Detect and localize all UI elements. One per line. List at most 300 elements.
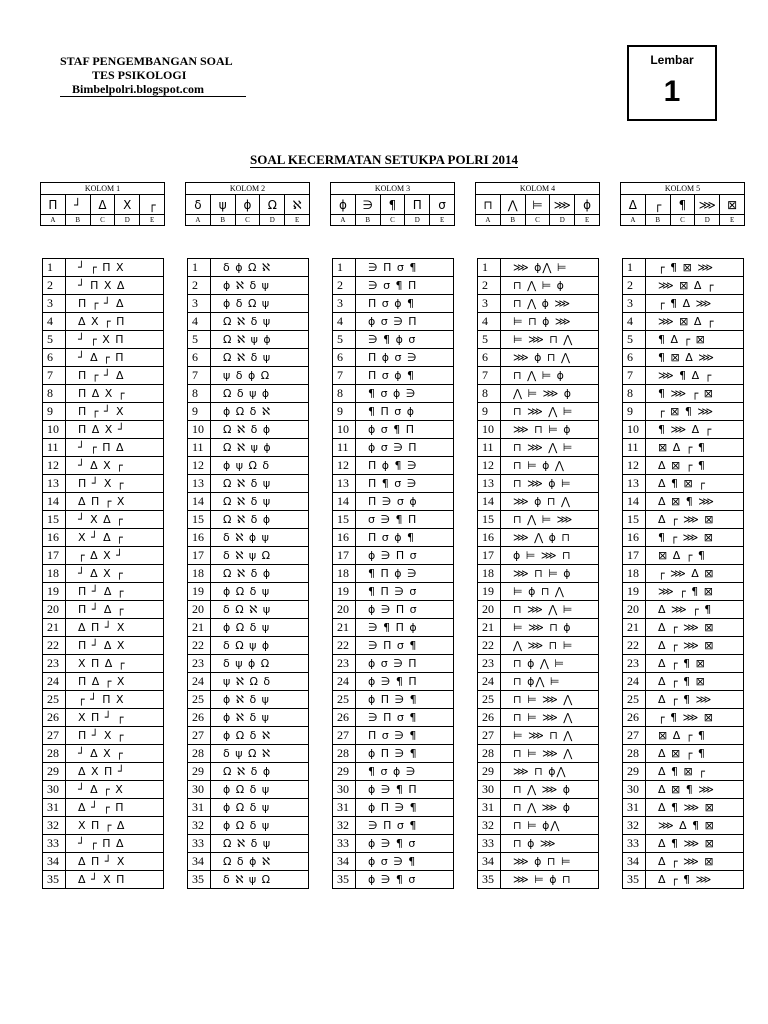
question-row <box>43 619 164 637</box>
question-number: 6 <box>333 349 356 367</box>
question-number: 17 <box>188 547 211 565</box>
key-letter: B <box>210 215 235 226</box>
key-letter: C <box>90 215 115 226</box>
question-number: 33 <box>478 835 501 853</box>
question-number: 34 <box>623 853 646 871</box>
sheet-label: Lembar <box>650 53 694 67</box>
question-row <box>478 259 599 277</box>
question-number: 23 <box>623 655 646 673</box>
key-letter: C <box>670 215 695 226</box>
question-row <box>333 727 454 745</box>
question-number: 12 <box>623 457 646 475</box>
question-number: 34 <box>478 853 501 871</box>
question-number: 27 <box>188 727 211 745</box>
question-symbols: ϕ ∋ ¶ σ <box>356 871 454 889</box>
question-number: 25 <box>478 691 501 709</box>
question-symbols: Ω δ ψ ϕ <box>211 385 309 403</box>
question-number: 5 <box>188 331 211 349</box>
question-number: 25 <box>43 691 66 709</box>
question-row <box>333 565 454 583</box>
question-symbols: ┘ Δ X ┌ <box>66 565 164 583</box>
question-symbols: ⊓ ⊨ ⋙ ⋀ <box>501 709 599 727</box>
question-row <box>478 619 599 637</box>
question-row <box>623 673 744 691</box>
header-line-2: TES PSIKOLOGI <box>92 68 187 82</box>
question-number: 13 <box>478 475 501 493</box>
header-line-1: STAF PENGEMBANGAN SOAL <box>60 54 233 68</box>
question-row <box>478 331 599 349</box>
question-number: 17 <box>478 547 501 565</box>
question-symbols: Δ Π ┘ X <box>66 619 164 637</box>
question-symbols: ψ δ ϕ Ω <box>211 367 309 385</box>
question-symbols: Π ϕ σ ∋ <box>356 349 454 367</box>
question-number: 4 <box>43 313 66 331</box>
question-row <box>43 763 164 781</box>
question-number: 30 <box>623 781 646 799</box>
question-symbols: ⋙ ⊓ ⊨ ϕ <box>501 565 599 583</box>
question-number: 15 <box>623 511 646 529</box>
question-symbols: Δ ┘ ┌ Π <box>66 799 164 817</box>
question-number: 3 <box>333 295 356 313</box>
question-symbols: ϕ ⊨ ⋙ ⊓ <box>501 547 599 565</box>
question-symbols: ⊓ ⋙ ⋀ ⊨ <box>501 403 599 421</box>
question-symbols: ¶ ⊠ Δ ⋙ <box>646 349 744 367</box>
question-number: 18 <box>188 565 211 583</box>
question-number: 31 <box>43 799 66 817</box>
question-number: 19 <box>478 583 501 601</box>
question-row <box>188 295 309 313</box>
question-row <box>623 799 744 817</box>
question-symbols: Δ ┌ ¶ ⋙ <box>646 691 744 709</box>
question-symbols: Δ ┌ ⋙ ⊠ <box>646 619 744 637</box>
question-table-2 <box>187 258 309 889</box>
question-symbols: Π ┌ ┘ Δ <box>66 367 164 385</box>
key-letter: C <box>380 215 405 226</box>
key-symbol: ⋙ <box>695 195 720 215</box>
question-number: 29 <box>333 763 356 781</box>
question-number: 4 <box>333 313 356 331</box>
question-row <box>623 493 744 511</box>
question-symbols: Δ ┌ ⋙ ⊠ <box>646 853 744 871</box>
question-row <box>333 673 454 691</box>
question-symbols: Ω ℵ ψ ϕ <box>211 439 309 457</box>
question-number: 13 <box>43 475 66 493</box>
question-number: 14 <box>623 493 646 511</box>
question-symbols: ⋙ ⊠ Δ ┌ <box>646 313 744 331</box>
question-row <box>623 871 744 889</box>
question-row <box>478 781 599 799</box>
question-number: 18 <box>478 565 501 583</box>
question-symbols: ¶ Π ϕ ∋ <box>356 565 454 583</box>
question-symbols: ϕ Ω δ ψ <box>211 619 309 637</box>
question-row <box>43 349 164 367</box>
question-symbols: Π Δ X ┌ <box>66 385 164 403</box>
question-number: 26 <box>623 709 646 727</box>
question-row <box>478 529 599 547</box>
question-symbols: δ ϕ Ω ℵ <box>211 259 309 277</box>
question-row <box>333 421 454 439</box>
question-symbols: ∋ Π σ ¶ <box>356 637 454 655</box>
question-row <box>188 529 309 547</box>
question-row <box>623 349 744 367</box>
question-row <box>623 745 744 763</box>
question-number: 15 <box>333 511 356 529</box>
question-row <box>333 781 454 799</box>
question-row <box>623 601 744 619</box>
question-row <box>333 367 454 385</box>
question-table-1 <box>42 258 164 889</box>
question-number: 26 <box>43 709 66 727</box>
key-symbol: ϕ <box>331 195 356 215</box>
question-row <box>188 457 309 475</box>
question-row <box>623 367 744 385</box>
question-row <box>188 619 309 637</box>
key-letter: B <box>65 215 90 226</box>
question-number: 22 <box>43 637 66 655</box>
key-table-1 <box>40 182 165 226</box>
question-number: 4 <box>478 313 501 331</box>
question-row <box>188 475 309 493</box>
question-symbols: ⋙ ⊨ ϕ ⊓ <box>501 871 599 889</box>
question-number: 27 <box>43 727 66 745</box>
question-symbols: ┌ ¶ ⊠ ⋙ <box>646 259 744 277</box>
question-row <box>623 655 744 673</box>
question-row <box>478 493 599 511</box>
question-row <box>478 853 599 871</box>
question-number: 6 <box>43 349 66 367</box>
question-row <box>478 349 599 367</box>
question-number: 21 <box>43 619 66 637</box>
question-row <box>478 403 599 421</box>
key-letter: B <box>500 215 525 226</box>
question-row <box>623 421 744 439</box>
question-row <box>188 313 309 331</box>
question-symbols: ϕ Ω δ ψ <box>211 583 309 601</box>
question-row <box>333 529 454 547</box>
question-symbols: ┘ ┌ X Π <box>66 331 164 349</box>
key-symbol: σ <box>430 195 455 215</box>
question-row <box>188 439 309 457</box>
question-symbols: ⋙ ⊠ Δ ┌ <box>646 277 744 295</box>
question-row <box>188 637 309 655</box>
question-symbols: ⋙ ϕ ⊓ ⊨ <box>501 853 599 871</box>
question-number: 29 <box>478 763 501 781</box>
question-symbols: Π ¶ σ ∋ <box>356 475 454 493</box>
question-number: 2 <box>333 277 356 295</box>
question-row <box>43 835 164 853</box>
question-row <box>188 547 309 565</box>
question-number: 16 <box>188 529 211 547</box>
question-row <box>333 655 454 673</box>
question-number: 8 <box>188 385 211 403</box>
question-row <box>623 295 744 313</box>
question-row <box>478 871 599 889</box>
question-number: 25 <box>623 691 646 709</box>
key-symbol: ∋ <box>355 195 380 215</box>
question-number: 3 <box>623 295 646 313</box>
key-symbol: ⊓ <box>476 195 501 215</box>
key-letter: E <box>285 215 310 226</box>
question-number: 24 <box>188 673 211 691</box>
question-row <box>43 565 164 583</box>
question-symbols: ┘ ┌ Π Δ <box>66 835 164 853</box>
question-number: 15 <box>188 511 211 529</box>
question-row <box>623 781 744 799</box>
question-symbols: ϕ Ω δ ℵ <box>211 403 309 421</box>
question-symbols: ϕ σ ¶ Π <box>356 421 454 439</box>
question-number: 5 <box>478 331 501 349</box>
question-row <box>43 475 164 493</box>
question-symbols: Ω ℵ δ ψ <box>211 475 309 493</box>
question-number: 19 <box>43 583 66 601</box>
question-symbols: δ Ω ψ ϕ <box>211 637 309 655</box>
question-row <box>333 691 454 709</box>
question-number: 12 <box>333 457 356 475</box>
question-symbols: ⊨ ⋙ ⊓ ⋀ <box>501 727 599 745</box>
question-number: 24 <box>478 673 501 691</box>
question-row <box>188 403 309 421</box>
key-symbol: Π <box>41 195 66 215</box>
key-header: KOLOM 1 <box>41 183 165 195</box>
question-number: 5 <box>623 331 646 349</box>
question-row <box>333 295 454 313</box>
question-row <box>478 709 599 727</box>
question-symbols: Δ ┘ X Π <box>66 871 164 889</box>
question-row <box>43 403 164 421</box>
key-letter: C <box>525 215 550 226</box>
question-symbols: ⊓ ⋀ ⋙ ϕ <box>501 799 599 817</box>
question-row <box>623 277 744 295</box>
question-row <box>333 547 454 565</box>
question-row <box>623 691 744 709</box>
question-number: 30 <box>188 781 211 799</box>
question-row <box>623 817 744 835</box>
question-number: 15 <box>43 511 66 529</box>
question-symbols: Ω ℵ δ ϕ <box>211 565 309 583</box>
question-symbols: ¶ Π σ ϕ <box>356 403 454 421</box>
question-table-5 <box>622 258 744 889</box>
question-row <box>43 511 164 529</box>
question-row <box>333 313 454 331</box>
key-letter: E <box>430 215 455 226</box>
question-row <box>623 853 744 871</box>
question-row <box>333 331 454 349</box>
question-row <box>478 601 599 619</box>
question-row <box>333 817 454 835</box>
question-number: 30 <box>43 781 66 799</box>
question-row <box>623 565 744 583</box>
question-number: 31 <box>333 799 356 817</box>
question-symbols: ⊓ ⋀ ⊨ ϕ <box>501 367 599 385</box>
question-symbols: Δ Π ┘ X <box>66 853 164 871</box>
question-symbols: ┘ Π X Δ <box>66 277 164 295</box>
question-symbols: ┌ ┘ Π X <box>66 691 164 709</box>
question-symbols: Π σ ϕ ¶ <box>356 367 454 385</box>
question-row <box>188 493 309 511</box>
question-symbols: ┌ ¶ Δ ⋙ <box>646 295 744 313</box>
question-number: 10 <box>188 421 211 439</box>
question-row <box>43 727 164 745</box>
question-number: 21 <box>478 619 501 637</box>
question-number: 12 <box>188 457 211 475</box>
question-number: 35 <box>188 871 211 889</box>
question-symbols: ⊓ ⋀ ⊨ ϕ <box>501 277 599 295</box>
question-symbols: ⊓ ⋀ ϕ ⋙ <box>501 295 599 313</box>
question-number: 19 <box>333 583 356 601</box>
question-symbols: Π ┘ Δ ┌ <box>66 601 164 619</box>
question-symbols: Π Δ X ┘ <box>66 421 164 439</box>
question-row <box>333 583 454 601</box>
key-header: KOLOM 3 <box>331 183 455 195</box>
question-number: 20 <box>478 601 501 619</box>
question-row <box>478 673 599 691</box>
question-symbols: Π ┌ ┘ Δ <box>66 295 164 313</box>
question-number: 32 <box>188 817 211 835</box>
question-number: 28 <box>43 745 66 763</box>
question-number: 23 <box>333 655 356 673</box>
question-symbols: Δ ⋙ ┌ ¶ <box>646 601 744 619</box>
question-number: 28 <box>188 745 211 763</box>
question-row <box>43 367 164 385</box>
question-symbols: ¶ Π ∋ σ <box>356 583 454 601</box>
key-table-5 <box>620 182 745 226</box>
question-number: 3 <box>478 295 501 313</box>
question-row <box>188 277 309 295</box>
question-row <box>188 817 309 835</box>
question-number: 3 <box>188 295 211 313</box>
question-symbols: Π ┘ Δ ┌ <box>66 583 164 601</box>
question-number: 34 <box>43 853 66 871</box>
question-row <box>478 367 599 385</box>
question-number: 28 <box>623 745 646 763</box>
sheet-number-box <box>627 45 717 121</box>
question-number: 11 <box>188 439 211 457</box>
key-symbol: ⋀ <box>500 195 525 215</box>
question-symbols: ⋙ ϕ ⊓ ⋀ <box>501 493 599 511</box>
question-symbols: ⊓ ϕ⋀ ⊨ <box>501 673 599 691</box>
question-table-4 <box>477 258 599 889</box>
question-number: 2 <box>478 277 501 295</box>
question-row <box>43 547 164 565</box>
question-number: 34 <box>188 853 211 871</box>
question-row <box>333 763 454 781</box>
question-symbols: ┘ Δ ┌ Π <box>66 349 164 367</box>
question-number: 32 <box>333 817 356 835</box>
question-symbols: Π Δ ┌ X <box>66 673 164 691</box>
question-row <box>623 835 744 853</box>
question-number: 14 <box>333 493 356 511</box>
question-number: 1 <box>623 259 646 277</box>
question-row <box>43 871 164 889</box>
question-row <box>188 727 309 745</box>
question-number: 32 <box>43 817 66 835</box>
question-number: 13 <box>188 475 211 493</box>
question-number: 10 <box>333 421 356 439</box>
question-symbols: ⊠ Δ ┌ ¶ <box>646 727 744 745</box>
key-letter: A <box>186 215 211 226</box>
question-row <box>333 511 454 529</box>
key-letter: E <box>720 215 745 226</box>
question-row <box>623 727 744 745</box>
key-symbol: ¶ <box>670 195 695 215</box>
key-letter: A <box>621 215 646 226</box>
question-number: 4 <box>623 313 646 331</box>
key-symbol: ┘ <box>65 195 90 215</box>
question-number: 21 <box>333 619 356 637</box>
question-symbols: ∋ Π σ ¶ <box>356 259 454 277</box>
question-row <box>188 601 309 619</box>
question-number: 19 <box>188 583 211 601</box>
question-row <box>478 421 599 439</box>
question-symbols: ┘ ┌ Π Δ <box>66 439 164 457</box>
key-letter: D <box>115 215 140 226</box>
key-letter: D <box>260 215 285 226</box>
question-row <box>188 799 309 817</box>
question-row <box>43 277 164 295</box>
header-line-3-wrap <box>60 82 246 96</box>
question-number: 16 <box>623 529 646 547</box>
question-symbols: ϕ ∋ ¶ σ <box>356 835 454 853</box>
question-number: 7 <box>623 367 646 385</box>
question-row <box>43 853 164 871</box>
question-symbols: ┘ Δ X ┌ <box>66 457 164 475</box>
question-row <box>478 277 599 295</box>
question-row <box>623 511 744 529</box>
question-number: 29 <box>43 763 66 781</box>
question-number: 24 <box>623 673 646 691</box>
question-row <box>478 295 599 313</box>
question-symbols: ⋙ ⋀ ϕ ⊓ <box>501 529 599 547</box>
question-row <box>188 709 309 727</box>
key-letter: D <box>550 215 575 226</box>
question-number: 23 <box>478 655 501 673</box>
question-row <box>43 781 164 799</box>
question-row <box>478 457 599 475</box>
page-title: SOAL KECERMATAN SETUKPA POLRI 2014 <box>250 152 518 167</box>
question-number: 20 <box>188 601 211 619</box>
question-number: 16 <box>43 529 66 547</box>
question-symbols: ⊓ ⋙ ⋀ ⊨ <box>501 439 599 457</box>
question-row <box>43 529 164 547</box>
question-symbols: ϕ ∋ ¶ Π <box>356 781 454 799</box>
question-row <box>43 745 164 763</box>
question-number: 10 <box>623 421 646 439</box>
question-symbols: ¶ ⋙ Δ ┌ <box>646 421 744 439</box>
question-row <box>188 835 309 853</box>
question-row <box>43 493 164 511</box>
question-row <box>43 799 164 817</box>
question-symbols: ⋙ ⊓ ϕ⋀ <box>501 763 599 781</box>
key-letter: E <box>575 215 600 226</box>
question-symbols: Ω ℵ δ ϕ <box>211 763 309 781</box>
question-row <box>333 619 454 637</box>
question-number: 25 <box>188 691 211 709</box>
question-row <box>43 313 164 331</box>
question-symbols: ⊓ ⋀ ⋙ ϕ <box>501 781 599 799</box>
question-row <box>623 403 744 421</box>
question-number: 24 <box>333 673 356 691</box>
question-number: 35 <box>478 871 501 889</box>
question-row <box>478 583 599 601</box>
question-row <box>478 691 599 709</box>
question-row <box>478 439 599 457</box>
question-row <box>43 421 164 439</box>
question-number: 12 <box>478 457 501 475</box>
question-symbols: Ω ℵ δ ψ <box>211 349 309 367</box>
question-number: 20 <box>43 601 66 619</box>
question-row <box>623 313 744 331</box>
sheet-number: 1 <box>663 75 681 108</box>
